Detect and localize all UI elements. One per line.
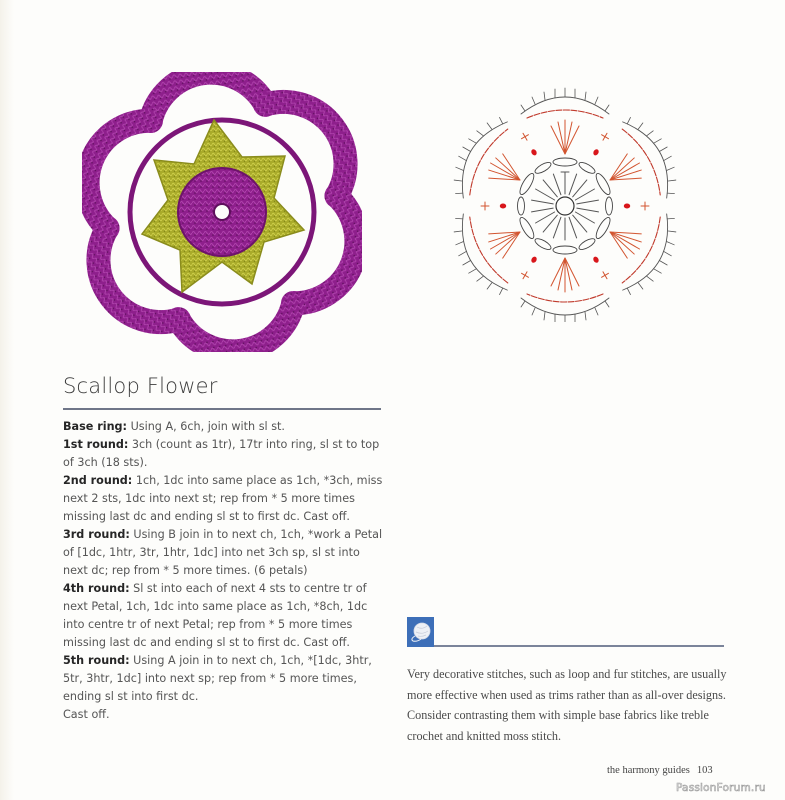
series-name: the harmony guides xyxy=(607,765,690,776)
yarn-ball-icon xyxy=(407,617,434,647)
watermark: PassionForum.ru xyxy=(676,782,766,794)
page-gutter-shadow xyxy=(0,0,14,800)
instruction-round-4: 4th round: Sl st into each of next 4 sts to centre tr of next Petal, 1ch, 1dc into same place as 1ch, *8ch, 1dc into centre tr of next Petal; rep from * 5 more times missing last dc and ending sl st to first dc. Cast off. xyxy=(63,582,368,649)
tip-divider xyxy=(434,645,724,647)
instruction-round-2: 2nd round: 1ch, 1dc into same place as 1ch, *3ch, miss next 2 sts, 1dc into next st; rep from * 5 more times missing last dc and ending sl st to first dc. Cast off. xyxy=(63,474,383,523)
instruction-round-3: 3rd round: Using B join in to next ch, 1ch, *work a Petal of [1dc, 1htr, 3tr, 1htr, 1dc] into net 3ch sp, sl st into next dc; rep from * 5 more times. (6 petals) xyxy=(63,528,383,577)
crochet-flower-photo xyxy=(82,72,362,352)
tip-text: Very decorative stitches, such as loop and fur stitches, are usually more effective when used as trims rather than as all-over designs. Consider contrasting them with simple base fabrics like treble crochet and knitted moss stitch. xyxy=(407,667,727,743)
instruction-round-1: 1st round: 3ch (count as 1tr), 17tr into ring, sl st to top of 3ch (18 sts). xyxy=(63,438,380,469)
instruction-round-5: 5th round: Using A join in to next ch, 1ch, *[1dc, 3htr, 5tr, 3htr, 1dc] into next sp; rep from * 5 more times, ending sl st into first dc. xyxy=(63,654,372,703)
page-footer xyxy=(607,765,713,776)
crochet-symbol-chart xyxy=(440,82,690,322)
instruction-cast-off: Cast off. xyxy=(63,708,110,721)
instruction-base-ring: Base ring: Using A, 6ch, join with sl st. xyxy=(63,420,285,433)
title-divider xyxy=(63,408,381,410)
pattern-instructions xyxy=(63,418,385,724)
pattern-title: Scallop Flower xyxy=(63,374,218,398)
page-number: 103 xyxy=(696,765,713,776)
